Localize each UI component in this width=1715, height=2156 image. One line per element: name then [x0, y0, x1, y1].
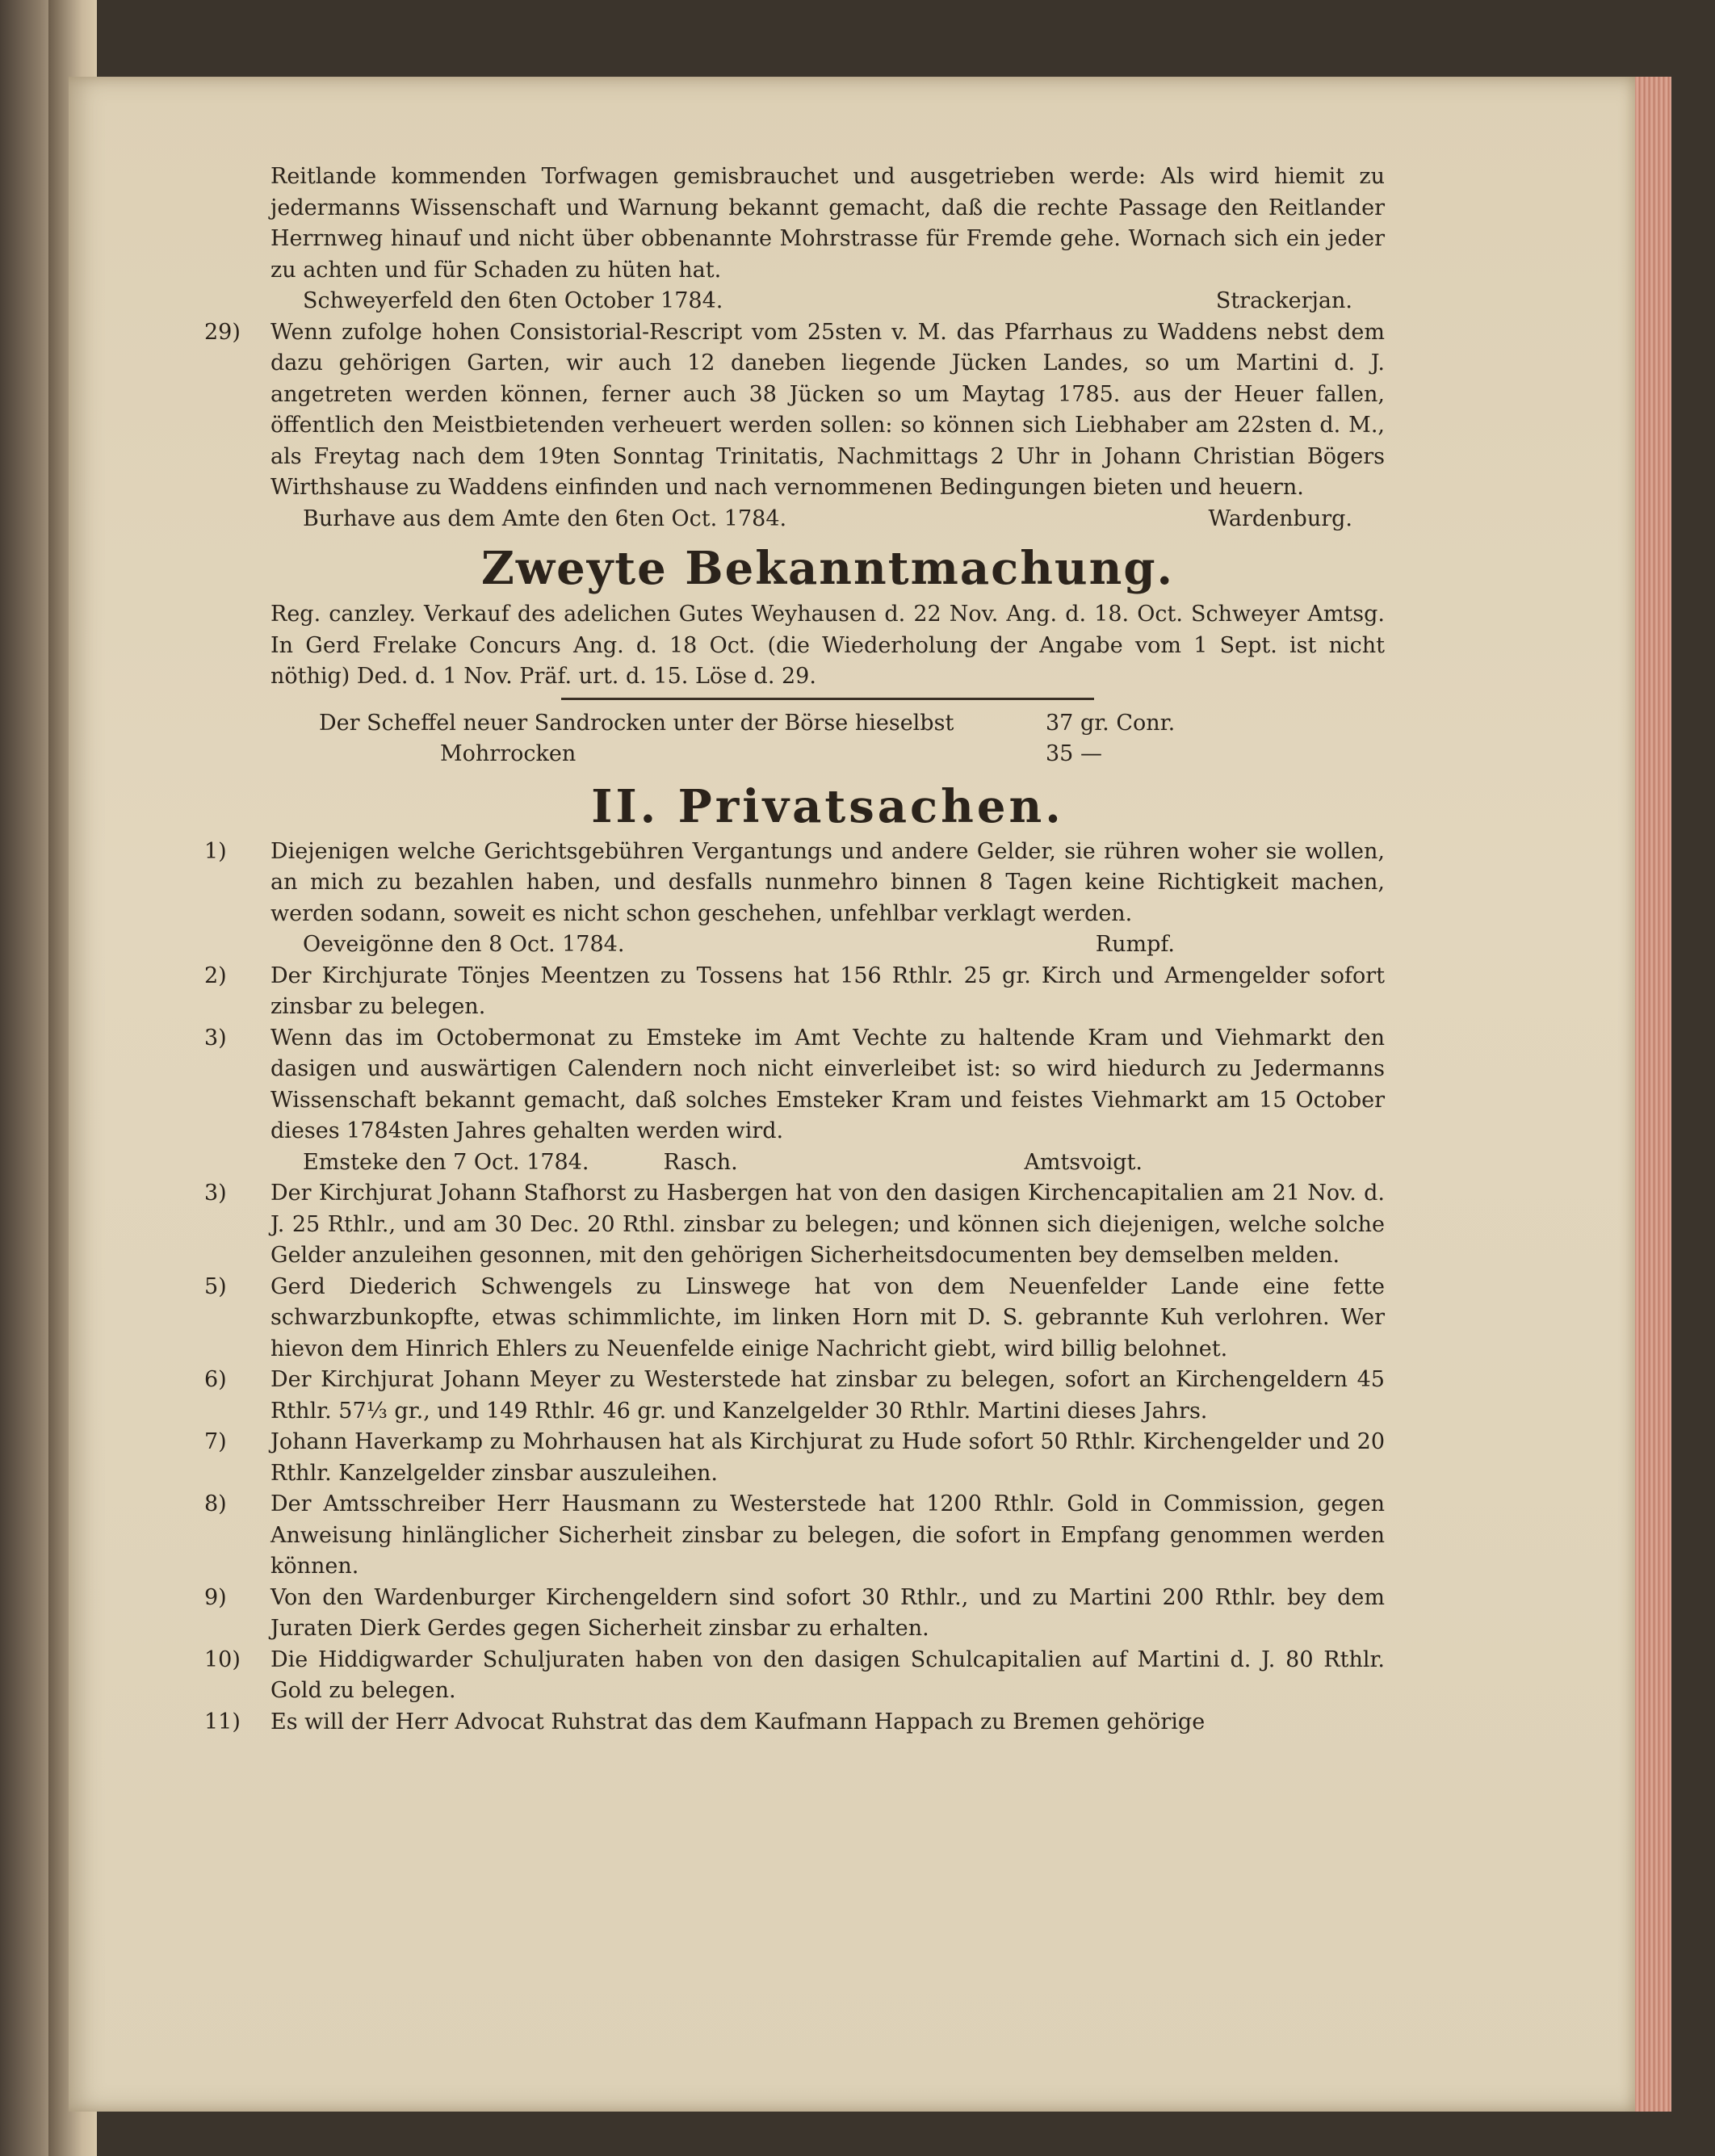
- entry-text: Der Amtsschreiber Herr Hausmann zu Westerstede hat 1200 Rthlr. Gold in Commission, gegen Anweisung hinlänglicher Sicherheit zinsbar zu belegen, die sofort in Empfang genommen werden können.: [270, 1491, 1385, 1579]
- entry-text: Johann Haverkamp zu Mohrhausen hat als Kirchjurat zu Hude sofort 50 Rthlr. Kirchengelder und 20 Rthlr. Kanzelgelder zinsbar auszuleihen.: [270, 1429, 1385, 1486]
- page-text: [204, 161, 1385, 1738]
- entry-text: Die Hiddigwarder Schuljuraten haben von den dasigen Schulcapitalien auf Martini d. J. 80 Rthlr. Gold zu belegen.: [270, 1646, 1385, 1703]
- entry-text: Von den Wardenburger Kirchengeldern sind sofort 30 Rthlr., und zu Martini 200 Rthlr. bey dem Juraten Dierk Gerdes gegen Sicherheit zinsbar zu erhalten.: [270, 1584, 1385, 1641]
- entry-number: 8): [204, 1491, 227, 1516]
- price-value: 35 —: [1046, 741, 1102, 766]
- entry-3: [204, 1023, 1385, 1147]
- entry-3-signature-row: [270, 1147, 1385, 1179]
- entry-text: Es will der Herr Advocat Ruhstrat das dem Kaufmann Happach zu Bremen gehörige: [270, 1709, 1206, 1734]
- entry-4: [204, 1178, 1385, 1272]
- price-row: [319, 739, 1385, 770]
- entry-number: 11): [204, 1709, 241, 1734]
- entry-3-signature: Rasch.: [663, 1149, 738, 1175]
- entry-number: 1): [204, 838, 227, 864]
- entry-text: Der Kirchjurat Johann Meyer zu Westerstede hat zinsbar zu belegen, sofort an Kirchengeldern 45 Rthlr. 57⅓ gr., und 149 Rthlr. 46 gr. und Kanzelgelder 30 Rthlr. Martini dieses Jahrs.: [270, 1367, 1385, 1424]
- intro-signature: Strackerjan.: [1215, 288, 1352, 313]
- divider-rule: [561, 698, 1094, 700]
- entry-29-signature-row: [270, 504, 1385, 535]
- entry-3-signature-title: Amtsvoigt.: [1024, 1149, 1143, 1175]
- price-row: [319, 708, 1385, 740]
- price-item: Mohrrocken: [440, 741, 577, 766]
- entry-29-place-date: Burhave aus dem Amte den 6ten Oct. 1784.: [303, 505, 787, 531]
- entry-11: [204, 1707, 1385, 1739]
- entry-text: Der Kirchjurate Tönjes Meentzen zu Tossens hat 156 Rthlr. 25 gr. Kirch und Armengelder sofort zinsbar zu belegen.: [270, 963, 1385, 1019]
- entry-number: 6): [204, 1367, 227, 1392]
- heading-privatsachen: II. Privatsachen.: [591, 779, 1064, 833]
- entry-number: 3): [204, 1025, 227, 1051]
- entry-number: 5): [204, 1273, 227, 1299]
- entry-number: 7): [204, 1429, 227, 1454]
- entry-number: 3): [204, 1181, 227, 1206]
- entry-2: [204, 961, 1385, 1023]
- entry-29-number: 29): [204, 319, 241, 345]
- entry-number: 10): [204, 1646, 241, 1672]
- price-table: [319, 708, 1385, 770]
- entry-text: Der Kirchjurat Johann Stafhorst zu Hasbergen hat von den dasigen Kirchencapitalien am 21 Nov. d. J. 25 Rthlr., und am 30 Dec. 20 Rthl. zinsbar zu belegen; und können sich diejenigen, welche solche Gelder anzuleihen gesonnen, mit den gehörigen Sicherheitsdocumenten bey demselben melden.: [270, 1181, 1385, 1268]
- price-item: Der Scheffel neuer Sandrocken unter der Börse hieselbst: [319, 710, 954, 736]
- entry-number: 2): [204, 963, 227, 988]
- entry-text: Wenn das im Octobermonat zu Emsteke im Amt Vechte zu haltende Kram und Viehmarkt den dasigen und auswärtigen Calendern noch nicht einverleibet ist: so wird hiedurch zu Jedermanns Wissenschaft bekannt gemacht, daß solches Emsteker Kram und feistes Viehmarkt am 15 October dieses 1784sten Jahres gehalten werden wird.: [270, 1025, 1385, 1143]
- entry-29-signature: Wardenburg.: [1208, 505, 1352, 531]
- entry-text: Gerd Diederich Schwengels zu Linswege hat von dem Neuenfelder Lande eine fette schwarzbunkopfte, etwas schimmlichte, im linken Horn mit D. S. gebrannte Kuh verlohren. Wer hievon dem Hinrich Ehlers zu Neuenfelde einige Nachricht giebt, wird billig belohnet.: [270, 1273, 1385, 1361]
- heading-zweyte-bekanntmachung: Zweyte Bekanntmachung.: [480, 542, 1175, 595]
- entry-5: [204, 1272, 1385, 1365]
- entry-3-place-date: Emsteke den 7 Oct. 1784.: [303, 1149, 589, 1175]
- page-stack-edge: [1635, 77, 1671, 2112]
- entry-7: [204, 1427, 1385, 1489]
- intro-paragraph: Reitlande kommenden Torfwagen gemisbrauchet und ausgetrieben werde: Als wird hiemit zu jedermanns Wissenschaft und Warnung bekannt gemacht, daß die rechte Passage den Reitlander Herrnweg hinauf und nicht über obbenannte Mohrstrasse für Fremde gehe. Wornach sich ein jeder zu achten und für Schaden zu hüten hat.: [270, 164, 1385, 283]
- entry-29-text: Wenn zufolge hohen Consistorial-Rescript vom 25sten v. M. das Pfarrhaus zu Waddens nebst dem dazu gehörigen Garten, wir auch 12 daneben liegende Jücken Landes, so um Martini d. J. angetreten werden können, ferner auch 38 Jücken so um Maytag 1785. aus der Heuer fallen, öffentlich den Meistbietenden verheuert werden sollen: so können sich Liebhaber am 22sten d. M., als Freytag nach dem 19ten Sonntag Trinitatis, Nachmittags 2 Uhr in Johann Christian Bögers Wirthshause zu Waddens einfinden und nach vernommenen Bedingungen bieten und heuern.: [270, 319, 1385, 500]
- entry-1-signature-row: [270, 929, 1385, 961]
- entry-6: [204, 1365, 1385, 1427]
- entry-text: Diejenigen welche Gerichtsgebühren Vergantungs und andere Gelder, sie rühren woher sie wollen, an mich zu bezahlen haben, und desfalls nunmehro binnen 8 Tagen keine Richtigkeit machen, werden sodann, soweit es nicht schon geschehen, unfehlbar verklagt werden.: [270, 838, 1385, 926]
- entry-1-signature: Rumpf.: [1095, 932, 1175, 957]
- price-value: 37 gr. Conr.: [1046, 710, 1176, 736]
- entry-29: [204, 317, 1385, 504]
- zweyte-paragraph: Reg. canzley. Verkauf des adelichen Gutes Weyhausen d. 22 Nov. Ang. d. 18. Oct. Schweyer Amtsg. In Gerd Frelake Concurs Ang. d. 18 Oct. (die Wiederholung der Angabe vom 1 Sept. ist nicht nöthig) Ded. d. 1 Nov. Präf. urt. d. 15. Löse d. 29.: [270, 602, 1385, 689]
- entry-8: [204, 1489, 1385, 1583]
- entry-1-place-date: Oeveigönne den 8 Oct. 1784.: [303, 932, 625, 957]
- entry-10: [204, 1645, 1385, 1707]
- entry-number: 9): [204, 1584, 227, 1610]
- intro-place-date: Schweyerfeld den 6ten October 1784.: [303, 288, 723, 313]
- intro-signature-row: [270, 286, 1385, 317]
- entry-9: [204, 1583, 1385, 1645]
- entry-1: [204, 837, 1385, 930]
